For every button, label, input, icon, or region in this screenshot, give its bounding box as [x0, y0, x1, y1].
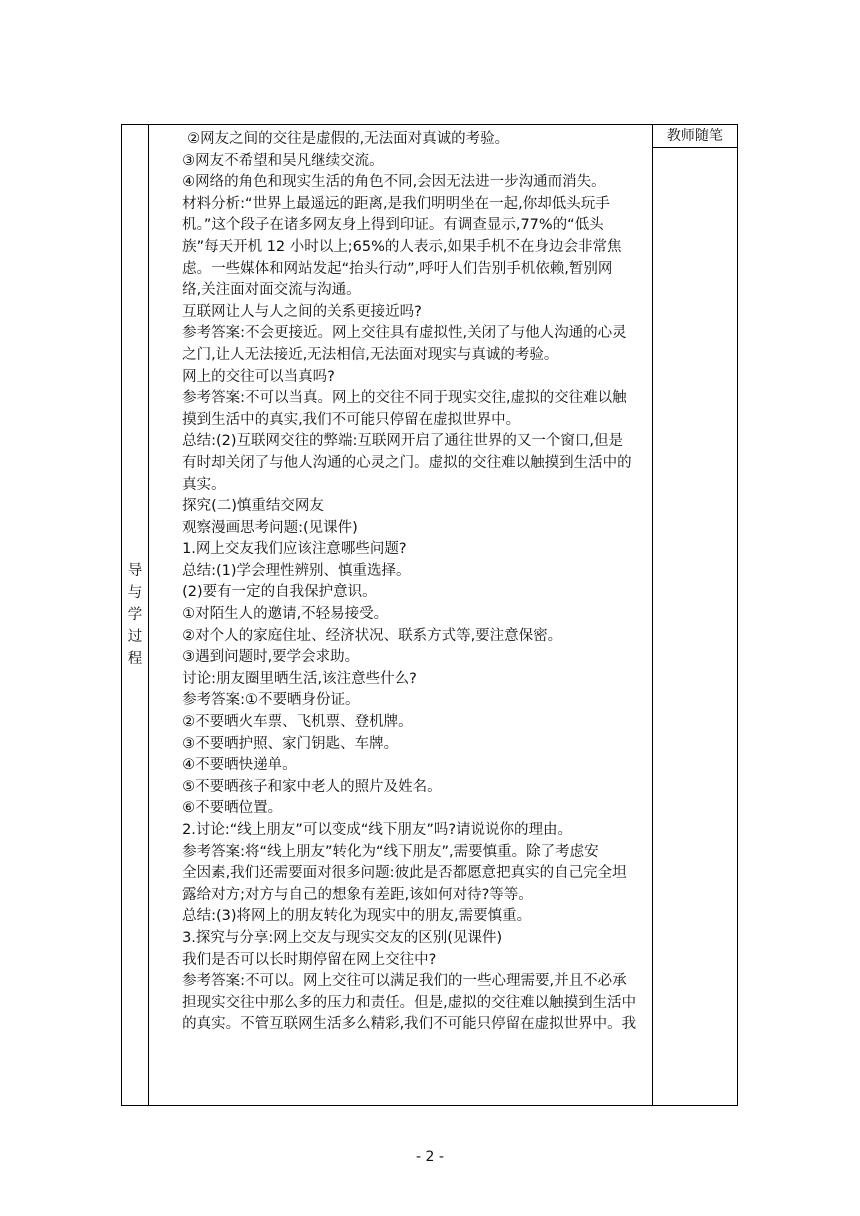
text-line: 参考答案:不会更接近。网上交往具有虚拟性,关闭了与他人沟通的心灵: [182, 325, 627, 342]
page-number: - 2 -: [416, 1149, 444, 1165]
text-line: 参考答案:不可以当真。网上的交往不同于现实交往,虚拟的交往难以触: [182, 390, 627, 407]
text-line: 互联网让人与人之间的关系更接近吗?: [182, 303, 422, 320]
text-line: 1.网上交友我们应该注意哪些问题?: [182, 541, 407, 558]
text-line: 参考答案:将“线上朋友”转化为“线下朋友”,需要慎重。除了考虑安: [182, 843, 599, 860]
text-line: 参考答案:不可以。网上交往可以满足我们的一些心理需要,并且不必承: [182, 973, 627, 990]
text-line: ③不要晒护照、家门钥匙、车牌。: [182, 735, 399, 752]
side-label-char: 与: [127, 585, 143, 601]
text-line: 探究(二)慎重结交网友: [182, 498, 324, 515]
text-line: 材料分析:“世界上最遥远的距离,是我们明明坐在一起,你却低头玩手: [182, 195, 610, 212]
text-line: 讨论:朋友圈里晒生活,该注意些什么?: [182, 670, 417, 687]
text-line: 真实。: [182, 476, 226, 493]
text-line: 络,关注面对面交流与沟通。: [182, 282, 361, 299]
text-line: 3.探究与分享:网上交友与现实交友的区别(见课件): [182, 929, 503, 946]
side-label: [122, 560, 148, 670]
text-line: 族”每天开机 12 小时以上;65%的人表示,如果手机不在身边会非常焦: [182, 238, 622, 255]
side-label-char: 导: [127, 563, 143, 579]
text-line: ⑥不要晒位置。: [182, 800, 283, 817]
side-label-char: 过: [127, 629, 143, 645]
text-line: ④不要晒快递单。: [182, 757, 297, 774]
lesson-content: [149, 125, 652, 1038]
side-label-cell: [122, 125, 149, 1106]
text-line: 观察漫画思考问题:(见课件): [182, 519, 358, 536]
text-line: ⑤不要晒孩子和家中老人的照片及姓名。: [182, 778, 442, 795]
text-line: ③网友不希望和吴凡继续交流。: [182, 152, 384, 169]
text-line: ④网络的角色和现实生活的角色不同,会因无法进一步沟通而消失。: [182, 174, 606, 191]
text-line: 总结:(3)将网上的朋友转化为现实中的朋友,需要慎重。: [182, 908, 532, 925]
text-line: 机。”这个段子在诸多网友身上得到印证。有调查显示,77%的“低头: [182, 217, 604, 234]
text-line: ②网友之间的交往是虚假的,无法面对真诚的考验。: [187, 131, 510, 147]
text-line: ③遇到问题时,要学会求助。: [182, 649, 360, 666]
lesson-table: [121, 124, 738, 1106]
notes-header: 教师随笔: [653, 125, 737, 148]
side-label-char: 学: [127, 607, 143, 623]
text-line: 摸到生活中的真实,我们不可能只停留在虚拟世界中。: [182, 411, 521, 428]
text-line: 全因素,我们还需要面对很多问题:彼此是否都愿意把真实的自己完全坦: [182, 865, 627, 882]
text-line: 总结:(1)学会理性辨别、慎重选择。: [182, 562, 411, 579]
text-line: 总结:(2)互联网交往的弊端:互联网开启了通往世界的又一个窗口,但是: [182, 433, 623, 450]
side-label-char: 程: [127, 651, 143, 667]
text-line: 担现实交往中那么多的压力和责任。但是,虚拟的交往难以触摸到生活中: [182, 994, 637, 1011]
text-line: 我们是否可以长时期停留在网上交往中?: [182, 951, 437, 968]
text-line: 2.讨论:“线上朋友”可以变成“线下朋友”吗?请说说你的理由。: [182, 822, 573, 838]
main-content-cell: [149, 125, 653, 1106]
text-line: 的真实。不管互联网生活多么精彩,我们不可能只停留在虚拟世界中。我: [182, 1016, 637, 1033]
text-line: 之门,让人无法接近,无法相信,无法面对现实与真诚的考验。: [182, 346, 559, 363]
text-line: 网上的交往可以当真吗?: [182, 368, 335, 385]
notes-cell: [652, 125, 737, 1106]
text-line: ①对陌生人的邀请,不轻易接受。: [182, 606, 389, 623]
text-line: 露给对方;对方与自己的想象有差距,该如何对待?等等。: [182, 886, 533, 903]
text-line: 虑。一些媒体和网站发起“抬头行动”,呼吁人们告别手机依赖,暂别网: [182, 260, 613, 277]
text-line: 参考答案:①不要晒身份证。: [182, 692, 360, 709]
text-line: ②对个人的家庭住址、经济状况、联系方式等,要注意保密。: [182, 627, 563, 644]
text-line: 有时却关闭了与他人沟通的心灵之门。虚拟的交往难以触摸到生活中的: [182, 454, 632, 471]
text-line: ②不要晒火车票、飞机票、登机牌。: [182, 714, 413, 731]
text-line: (2)要有一定的自我保护意识。: [182, 584, 377, 601]
